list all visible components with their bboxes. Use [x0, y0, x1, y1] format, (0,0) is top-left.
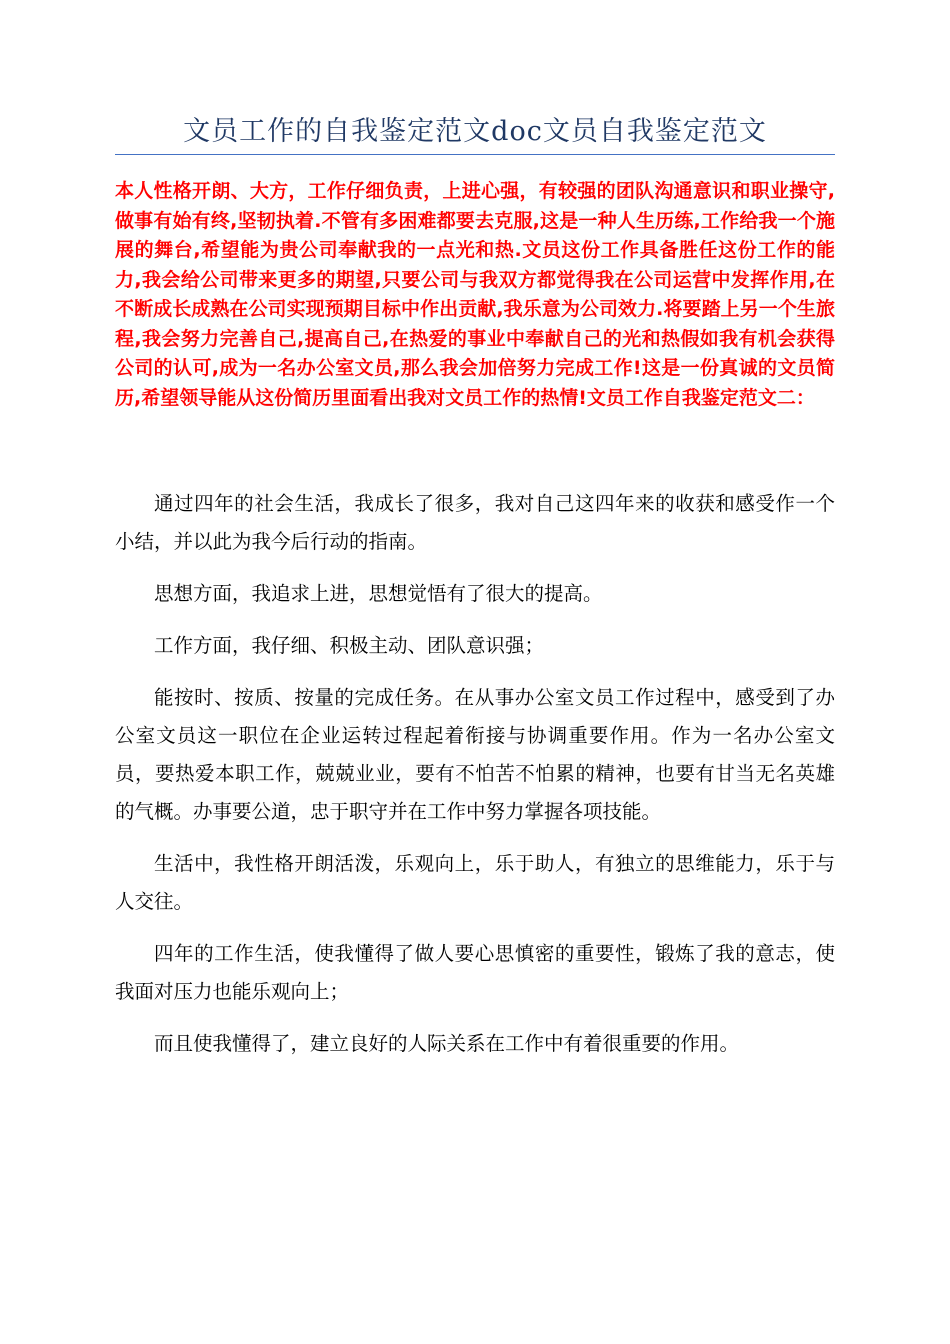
body-paragraph: 思想方面，我追求上进，思想觉悟有了很大的提高。: [154, 582, 603, 605]
highlight-paragraph: 本人性格开朗、大方，工作仔细负责，上进心强，有较强的团队沟通意识和职业操守,做事有始有终,坚韧执着.不管有多困难都要去克服,这是一种人生历练,工作给我一个施展的舞台,希望能为贵公司奉献我的一点光和热.文员这份工作具备胜任这份工作的能力,我会给公司带来更多的期望,只要公司与我双方都觉得我在公司运营中发挥作用,在不断成长成熟在公司实现预期目标中作出贡献,我乐意为公司效力.将要踏上另一个生旅程,我会努力完善自己,提高自己,在热爱的事业中奉献自己的光和热假如我有机会获得公司的认可,成为一名办公室文员,那么我会加倍努力完成工作!这是一份真诚的文员简历,希望领导能从这份简历里面看出我对文员工作的热情!文员工作自我鉴定范文二：: [115, 180, 835, 409]
body-paragraph: 工作方面，我仔细、积极主动、团队意识强；: [154, 634, 545, 657]
body-paragraph: 能按时、按质、按量的完成任务。在从事办公室文员工作过程中，感受到了办公室文员这一职位在企业运转过程起着衔接与协调重要作用。作为一名办公室文员，要热爱本职工作，兢兢业业，要有不怕苦不怕累的精神，也要有甘当无名英雄的气概。办事要公道，忠于职守并在工作中努力掌握各项技能。: [115, 686, 835, 823]
body-paragraph: 生活中，我性格开朗活泼，乐观向上，乐于助人，有独立的思维能力，乐于与人交往。: [115, 852, 835, 913]
document-body: [115, 485, 835, 1077]
body-paragraph: 四年的工作生活，使我懂得了做人要心思慎密的重要性，锻炼了我的意志，使我面对压力也能乐观向上；: [115, 942, 835, 1003]
body-paragraph: 通过四年的社会生活，我成长了很多，我对自己这四年来的收获和感受作一个小结，并以此为我今后行动的指南。: [115, 492, 835, 553]
body-paragraph: 而且使我懂得了，建立良好的人际关系在工作中有着很重要的作用。: [154, 1032, 740, 1055]
title-underline: [115, 154, 835, 155]
document-title: 文员工作的自我鉴定范文doc文员自我鉴定范文: [183, 116, 767, 147]
